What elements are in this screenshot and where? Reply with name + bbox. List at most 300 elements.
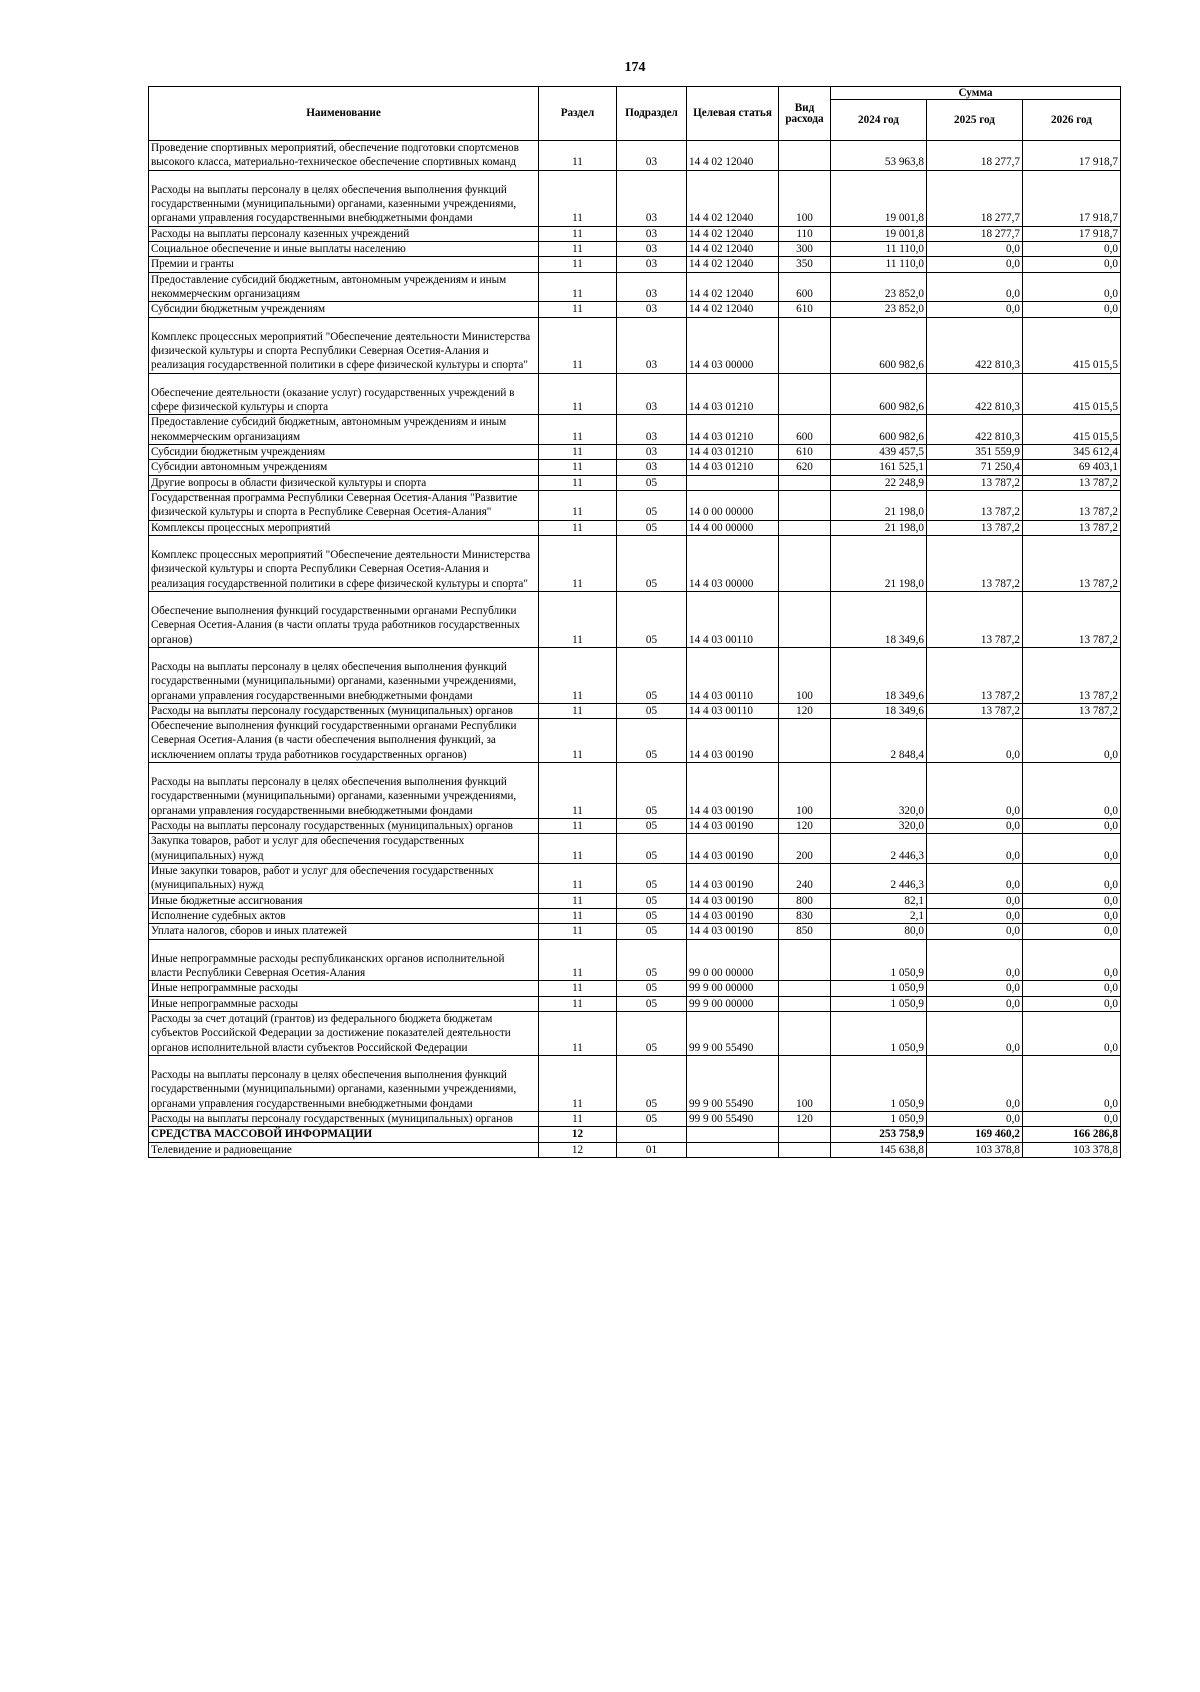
- row-sum-2025: 18 277,7: [927, 170, 1023, 226]
- row-section: 11: [539, 302, 617, 317]
- row-sum-2026: 0,0: [1023, 272, 1121, 302]
- row-section: 11: [539, 893, 617, 908]
- table-row: [149, 819, 1121, 834]
- row-sum-2024: 1 050,9: [831, 1056, 927, 1112]
- row-sum-2025: 13 787,2: [927, 535, 1023, 591]
- row-sum-2024: 21 198,0: [831, 535, 927, 591]
- header-subsection: Подраздел: [617, 87, 687, 141]
- table-row: [149, 647, 1121, 703]
- row-expense-type: 120: [779, 703, 831, 718]
- table-row: [149, 257, 1121, 272]
- row-subsection: 05: [617, 864, 687, 894]
- row-sum-2024: 19 001,8: [831, 170, 927, 226]
- row-subsection: 05: [617, 939, 687, 981]
- row-sum-2025: 169 460,2: [927, 1127, 1023, 1142]
- row-sum-2024: 145 638,8: [831, 1142, 927, 1157]
- table-row: [149, 924, 1121, 939]
- row-subsection: [617, 1127, 687, 1142]
- row-name: Субсидии бюджетным учреждениям: [149, 302, 539, 317]
- row-sum-2024: 18 349,6: [831, 703, 927, 718]
- row-subsection: 05: [617, 1056, 687, 1112]
- row-sum-2024: 23 852,0: [831, 272, 927, 302]
- row-target-article: 14 4 03 00110: [687, 647, 779, 703]
- row-subsection: 03: [617, 226, 687, 241]
- row-subsection: 03: [617, 241, 687, 256]
- row-section: 11: [539, 1012, 617, 1056]
- row-sum-2024: 2 446,3: [831, 834, 927, 864]
- row-sum-2025: 0,0: [927, 893, 1023, 908]
- row-sum-2026: 0,0: [1023, 864, 1121, 894]
- row-target-article: [687, 475, 779, 490]
- row-expense-type: 200: [779, 834, 831, 864]
- row-sum-2024: 23 852,0: [831, 302, 927, 317]
- row-name: Государственная программа Республики Северная Осетия-Алания "Развитие физической культуры и спорта в Республике Северная Осетия-Алания": [149, 490, 539, 520]
- row-sum-2024: 22 248,9: [831, 475, 927, 490]
- row-section: 11: [539, 373, 617, 415]
- table-row: [149, 1127, 1121, 1142]
- row-target-article: 14 4 03 00190: [687, 819, 779, 834]
- row-name: СРЕДСТВА МАССОВОЙ ИНФОРМАЦИИ: [149, 1127, 539, 1142]
- row-target-article: 14 4 03 00190: [687, 893, 779, 908]
- table-row: [149, 444, 1121, 459]
- row-target-article: 99 0 00 00000: [687, 939, 779, 981]
- row-name: Комплекс процессных мероприятий "Обеспечение деятельности Министерства физической культуры и спорта Республики Северная Осетия-Алания и реализация государственной политики в сфере физической культуры и спорта": [149, 535, 539, 591]
- row-section: 11: [539, 939, 617, 981]
- row-name: Премии и гранты: [149, 257, 539, 272]
- row-name: Расходы на выплаты персоналу государственных (муниципальных) органов: [149, 1112, 539, 1127]
- row-target-article: 14 4 00 00000: [687, 520, 779, 535]
- row-target-article: 14 4 02 12040: [687, 226, 779, 241]
- row-name: Иные закупки товаров, работ и услуг для обеспечения государственных (муниципальных) нужд: [149, 864, 539, 894]
- row-section: 11: [539, 703, 617, 718]
- row-target-article: 14 4 02 12040: [687, 241, 779, 256]
- row-expense-type: [779, 475, 831, 490]
- row-sum-2024: 21 198,0: [831, 490, 927, 520]
- row-target-article: 14 4 03 00110: [687, 591, 779, 647]
- row-name: Расходы за счет дотаций (грантов) из федерального бюджета бюджетам субъектов Российской Федерации за достижение показателей деятельности органов исполнительной власти субъектов Российской Федерации: [149, 1012, 539, 1056]
- row-expense-type: 800: [779, 893, 831, 908]
- row-section: 11: [539, 591, 617, 647]
- row-target-article: 99 9 00 55490: [687, 1056, 779, 1112]
- row-target-article: 14 4 03 01210: [687, 444, 779, 459]
- row-sum-2025: 18 277,7: [927, 226, 1023, 241]
- row-target-article: 14 4 02 12040: [687, 302, 779, 317]
- row-name: Расходы на выплаты персоналу в целях обеспечения выполнения функций государственными (муниципальными) органами, казенными учреждениями, органами управления государственными внебюджетными фондами: [149, 170, 539, 226]
- row-section: 11: [539, 226, 617, 241]
- row-sum-2024: 320,0: [831, 819, 927, 834]
- row-sum-2026: 0,0: [1023, 302, 1121, 317]
- row-subsection: 03: [617, 170, 687, 226]
- row-subsection: 05: [617, 1112, 687, 1127]
- row-expense-type: [779, 981, 831, 996]
- row-name: Иные непрограммные расходы: [149, 996, 539, 1011]
- row-sum-2024: 19 001,8: [831, 226, 927, 241]
- row-section: 11: [539, 520, 617, 535]
- row-expense-type: 300: [779, 241, 831, 256]
- row-section: 11: [539, 763, 617, 819]
- row-section: 11: [539, 272, 617, 302]
- row-sum-2024: 1 050,9: [831, 981, 927, 996]
- table-row: [149, 719, 1121, 763]
- table-row: [149, 939, 1121, 981]
- row-sum-2026: 17 918,7: [1023, 170, 1121, 226]
- row-target-article: 14 4 03 00190: [687, 834, 779, 864]
- row-sum-2025: 13 787,2: [927, 475, 1023, 490]
- row-sum-2026: 415 015,5: [1023, 317, 1121, 373]
- table-row: [149, 864, 1121, 894]
- table-row: [149, 1112, 1121, 1127]
- row-name: Расходы на выплаты персоналу государственных (муниципальных) органов: [149, 819, 539, 834]
- row-sum-2026: 17 918,7: [1023, 141, 1121, 171]
- row-sum-2026: 0,0: [1023, 834, 1121, 864]
- row-expense-type: [779, 490, 831, 520]
- row-sum-2026: 103 378,8: [1023, 1142, 1121, 1157]
- row-sum-2024: 1 050,9: [831, 996, 927, 1011]
- header-section: Раздел: [539, 87, 617, 141]
- row-section: 11: [539, 415, 617, 445]
- row-sum-2025: 103 378,8: [927, 1142, 1023, 1157]
- row-expense-type: 600: [779, 415, 831, 445]
- row-expense-type: 850: [779, 924, 831, 939]
- row-sum-2025: 0,0: [927, 996, 1023, 1011]
- row-target-article: 99 9 00 00000: [687, 981, 779, 996]
- row-name: Субсидии автономным учреждениям: [149, 460, 539, 475]
- row-sum-2025: 0,0: [927, 939, 1023, 981]
- row-subsection: 05: [617, 475, 687, 490]
- row-sum-2025: 422 810,3: [927, 317, 1023, 373]
- row-sum-2024: 11 110,0: [831, 257, 927, 272]
- row-sum-2026: 0,0: [1023, 819, 1121, 834]
- row-target-article: 14 4 02 12040: [687, 170, 779, 226]
- row-sum-2025: 0,0: [927, 834, 1023, 864]
- row-sum-2025: 13 787,2: [927, 591, 1023, 647]
- row-name: Предоставление субсидий бюджетным, автономным учреждениям и иным некоммерческим организациям: [149, 272, 539, 302]
- row-sum-2025: 0,0: [927, 272, 1023, 302]
- row-target-article: 14 4 03 00190: [687, 924, 779, 939]
- row-subsection: 05: [617, 834, 687, 864]
- header-year-2025: 2025 год: [927, 100, 1023, 141]
- table-row: [149, 475, 1121, 490]
- row-name: Обеспечение выполнения функций государственными органами Республики Северная Осетия-Алания (в части оплаты труда работников государственных органов): [149, 591, 539, 647]
- row-sum-2025: 0,0: [927, 763, 1023, 819]
- row-name: Иные бюджетные ассигнования: [149, 893, 539, 908]
- row-expense-type: 110: [779, 226, 831, 241]
- row-target-article: 14 4 02 12040: [687, 272, 779, 302]
- row-section: 11: [539, 241, 617, 256]
- row-section: 11: [539, 719, 617, 763]
- row-name: Исполнение судебных актов: [149, 909, 539, 924]
- row-sum-2024: 320,0: [831, 763, 927, 819]
- row-expense-type: [779, 591, 831, 647]
- row-subsection: 03: [617, 141, 687, 171]
- row-name: Иные непрограммные расходы республиканских органов исполнительной власти Республики Северная Осетия-Алания: [149, 939, 539, 981]
- header-year-2024: 2024 год: [831, 100, 927, 141]
- row-sum-2026: 13 787,2: [1023, 520, 1121, 535]
- table-row: [149, 1056, 1121, 1112]
- row-expense-type: [779, 520, 831, 535]
- row-name: Уплата налогов, сборов и иных платежей: [149, 924, 539, 939]
- row-name: Расходы на выплаты персоналу в целях обеспечения выполнения функций государственными (муниципальными) органами, казенными учреждениями, органами управления государственными внебюджетными фондами: [149, 763, 539, 819]
- table-row: [149, 909, 1121, 924]
- table-row: [149, 415, 1121, 445]
- table-row: [149, 520, 1121, 535]
- row-subsection: 05: [617, 996, 687, 1011]
- row-section: 11: [539, 1112, 617, 1127]
- row-sum-2024: 600 982,6: [831, 317, 927, 373]
- row-sum-2026: 0,0: [1023, 1056, 1121, 1112]
- row-name: Предоставление субсидий бюджетным, автономным учреждениям и иным некоммерческим организациям: [149, 415, 539, 445]
- row-subsection: 03: [617, 272, 687, 302]
- row-sum-2025: 0,0: [927, 302, 1023, 317]
- table-row: [149, 981, 1121, 996]
- row-sum-2026: 13 787,2: [1023, 490, 1121, 520]
- row-expense-type: 350: [779, 257, 831, 272]
- row-sum-2026: 0,0: [1023, 719, 1121, 763]
- row-target-article: 14 4 03 00000: [687, 317, 779, 373]
- table-row: [149, 591, 1121, 647]
- row-subsection: 05: [617, 719, 687, 763]
- row-expense-type: [779, 996, 831, 1011]
- row-name: Проведение спортивных мероприятий, обеспечение подготовки спортсменов высокого класса, материально-техническое обеспечение спортивных команд: [149, 141, 539, 171]
- row-name: Субсидии бюджетным учреждениям: [149, 444, 539, 459]
- table-row: [149, 226, 1121, 241]
- table-row: [149, 834, 1121, 864]
- row-subsection: 05: [617, 981, 687, 996]
- table-row: [149, 1142, 1121, 1157]
- row-sum-2025: 13 787,2: [927, 703, 1023, 718]
- row-section: 11: [539, 834, 617, 864]
- row-target-article: 14 4 03 00190: [687, 719, 779, 763]
- row-subsection: 05: [617, 819, 687, 834]
- table-row: [149, 703, 1121, 718]
- row-subsection: 03: [617, 444, 687, 459]
- row-sum-2025: 422 810,3: [927, 415, 1023, 445]
- row-sum-2025: 13 787,2: [927, 520, 1023, 535]
- row-sum-2025: 0,0: [927, 924, 1023, 939]
- row-section: 11: [539, 996, 617, 1011]
- row-sum-2025: 0,0: [927, 864, 1023, 894]
- row-name: Социальное обеспечение и иные выплаты населению: [149, 241, 539, 256]
- row-sum-2024: 80,0: [831, 924, 927, 939]
- table-row: [149, 141, 1121, 171]
- row-sum-2024: 2 848,4: [831, 719, 927, 763]
- row-sum-2026: 13 787,2: [1023, 703, 1121, 718]
- row-sum-2026: 166 286,8: [1023, 1127, 1121, 1142]
- row-section: 11: [539, 647, 617, 703]
- row-sum-2024: 600 982,6: [831, 415, 927, 445]
- row-section: 11: [539, 909, 617, 924]
- row-section: 11: [539, 460, 617, 475]
- header-target-article: Целевая статья: [687, 87, 779, 141]
- row-target-article: 14 4 03 00000: [687, 535, 779, 591]
- table-row: [149, 302, 1121, 317]
- budget-table: [148, 86, 1121, 1158]
- row-name: Расходы на выплаты персоналу государственных (муниципальных) органов: [149, 703, 539, 718]
- row-section: 11: [539, 444, 617, 459]
- row-sum-2024: 600 982,6: [831, 373, 927, 415]
- row-sum-2026: 0,0: [1023, 763, 1121, 819]
- row-sum-2026: 415 015,5: [1023, 415, 1121, 445]
- row-target-article: 14 4 02 12040: [687, 257, 779, 272]
- row-name: Комплексы процессных мероприятий: [149, 520, 539, 535]
- row-sum-2026: 0,0: [1023, 241, 1121, 256]
- row-subsection: 05: [617, 893, 687, 908]
- row-sum-2025: 351 559,9: [927, 444, 1023, 459]
- row-section: 11: [539, 317, 617, 373]
- row-expense-type: [779, 1142, 831, 1157]
- table-row: [149, 272, 1121, 302]
- row-sum-2025: 0,0: [927, 981, 1023, 996]
- row-sum-2026: 0,0: [1023, 981, 1121, 996]
- row-expense-type: 610: [779, 444, 831, 459]
- row-expense-type: [779, 939, 831, 981]
- row-expense-type: [779, 1012, 831, 1056]
- row-target-article: 14 4 03 00190: [687, 909, 779, 924]
- row-target-article: 99 9 00 55490: [687, 1112, 779, 1127]
- row-expense-type: 600: [779, 272, 831, 302]
- row-sum-2026: 13 787,2: [1023, 535, 1121, 591]
- row-sum-2026: 13 787,2: [1023, 647, 1121, 703]
- row-target-article: 14 4 03 00190: [687, 864, 779, 894]
- row-name: Обеспечение деятельности (оказание услуг) государственных учреждений в сфере физической культуры и спорта: [149, 373, 539, 415]
- row-sum-2024: 11 110,0: [831, 241, 927, 256]
- row-sum-2024: 1 050,9: [831, 1012, 927, 1056]
- row-section: 11: [539, 475, 617, 490]
- row-target-article: 14 4 03 01210: [687, 415, 779, 445]
- row-sum-2024: 53 963,8: [831, 141, 927, 171]
- header-sum: Сумма: [831, 87, 1121, 100]
- row-expense-type: 100: [779, 647, 831, 703]
- table-row: [149, 535, 1121, 591]
- row-target-article: [687, 1127, 779, 1142]
- row-sum-2025: 0,0: [927, 819, 1023, 834]
- row-name: Расходы на выплаты персоналу казенных учреждений: [149, 226, 539, 241]
- row-section: 11: [539, 170, 617, 226]
- row-sum-2026: 0,0: [1023, 996, 1121, 1011]
- row-sum-2025: 0,0: [927, 719, 1023, 763]
- row-name: Закупка товаров, работ и услуг для обеспечения государственных (муниципальных) нужд: [149, 834, 539, 864]
- row-expense-type: 120: [779, 819, 831, 834]
- row-expense-type: [779, 317, 831, 373]
- row-expense-type: [779, 535, 831, 591]
- row-sum-2024: 18 349,6: [831, 591, 927, 647]
- row-target-article: 14 4 03 00110: [687, 703, 779, 718]
- table-row: [149, 490, 1121, 520]
- row-name: Расходы на выплаты персоналу в целях обеспечения выполнения функций государственными (муниципальными) органами, казенными учреждениями, органами управления государственными внебюджетными фондами: [149, 1056, 539, 1112]
- row-section: 11: [539, 257, 617, 272]
- row-expense-type: 240: [779, 864, 831, 894]
- row-target-article: 14 0 00 00000: [687, 490, 779, 520]
- row-sum-2024: 1 050,9: [831, 939, 927, 981]
- table-row: [149, 763, 1121, 819]
- row-sum-2025: 422 810,3: [927, 373, 1023, 415]
- table-row: [149, 460, 1121, 475]
- row-sum-2025: 71 250,4: [927, 460, 1023, 475]
- table-row: [149, 996, 1121, 1011]
- row-sum-2024: 82,1: [831, 893, 927, 908]
- row-target-article: 14 4 02 12040: [687, 141, 779, 171]
- row-expense-type: [779, 1127, 831, 1142]
- row-target-article: 14 4 03 01210: [687, 460, 779, 475]
- row-sum-2026: 0,0: [1023, 939, 1121, 981]
- row-subsection: 03: [617, 415, 687, 445]
- row-sum-2024: 1 050,9: [831, 1112, 927, 1127]
- row-target-article: 99 9 00 55490: [687, 1012, 779, 1056]
- table-row: [149, 317, 1121, 373]
- row-target-article: 99 9 00 00000: [687, 996, 779, 1011]
- row-subsection: 03: [617, 317, 687, 373]
- row-sum-2026: 13 787,2: [1023, 475, 1121, 490]
- row-section: 12: [539, 1127, 617, 1142]
- row-target-article: 14 4 03 00190: [687, 763, 779, 819]
- row-sum-2025: 0,0: [927, 1112, 1023, 1127]
- row-subsection: 05: [617, 520, 687, 535]
- row-section: 11: [539, 535, 617, 591]
- row-sum-2026: 17 918,7: [1023, 226, 1121, 241]
- row-sum-2025: 13 787,2: [927, 647, 1023, 703]
- row-sum-2026: 0,0: [1023, 909, 1121, 924]
- row-expense-type: 100: [779, 1056, 831, 1112]
- table-row: [149, 170, 1121, 226]
- page-number: 174: [624, 60, 646, 75]
- row-name: Телевидение и радиовещание: [149, 1142, 539, 1157]
- row-sum-2026: 345 612,4: [1023, 444, 1121, 459]
- row-sum-2026: 415 015,5: [1023, 373, 1121, 415]
- row-sum-2025: 0,0: [927, 1012, 1023, 1056]
- row-name: Обеспечение выполнения функций государственными органами Республики Северная Осетия-Алания (в части обеспечения выполнения функций, за исключением оплаты труда работников государственных органов): [149, 719, 539, 763]
- row-sum-2024: 2,1: [831, 909, 927, 924]
- row-section: 11: [539, 1056, 617, 1112]
- row-subsection: 01: [617, 1142, 687, 1157]
- row-sum-2025: 13 787,2: [927, 490, 1023, 520]
- row-subsection: 03: [617, 302, 687, 317]
- row-expense-type: [779, 141, 831, 171]
- row-sum-2024: 2 446,3: [831, 864, 927, 894]
- row-expense-type: 100: [779, 170, 831, 226]
- row-sum-2026: 13 787,2: [1023, 591, 1121, 647]
- row-sum-2025: 0,0: [927, 909, 1023, 924]
- row-sum-2026: 0,0: [1023, 1112, 1121, 1127]
- row-sum-2026: 69 403,1: [1023, 460, 1121, 475]
- row-subsection: 05: [617, 490, 687, 520]
- row-section: 11: [539, 819, 617, 834]
- row-sum-2024: 439 457,5: [831, 444, 927, 459]
- row-expense-type: 100: [779, 763, 831, 819]
- row-subsection: 05: [617, 763, 687, 819]
- row-target-article: [687, 1142, 779, 1157]
- row-subsection: 03: [617, 373, 687, 415]
- row-sum-2026: 0,0: [1023, 1012, 1121, 1056]
- row-expense-type: [779, 373, 831, 415]
- row-section: 11: [539, 924, 617, 939]
- row-sum-2026: 0,0: [1023, 924, 1121, 939]
- row-expense-type: 120: [779, 1112, 831, 1127]
- row-subsection: 05: [617, 591, 687, 647]
- row-sum-2025: 0,0: [927, 1056, 1023, 1112]
- row-section: 11: [539, 981, 617, 996]
- header-year-2026: 2026 год: [1023, 100, 1121, 141]
- row-section: 12: [539, 1142, 617, 1157]
- header-name: Наименование: [149, 87, 539, 141]
- table-body: [149, 141, 1121, 1158]
- row-sum-2024: 253 758,9: [831, 1127, 927, 1142]
- row-sum-2024: 18 349,6: [831, 647, 927, 703]
- row-sum-2025: 18 277,7: [927, 141, 1023, 171]
- table-row: [149, 241, 1121, 256]
- row-sum-2024: 21 198,0: [831, 520, 927, 535]
- row-sum-2026: 0,0: [1023, 257, 1121, 272]
- table-row: [149, 1012, 1121, 1056]
